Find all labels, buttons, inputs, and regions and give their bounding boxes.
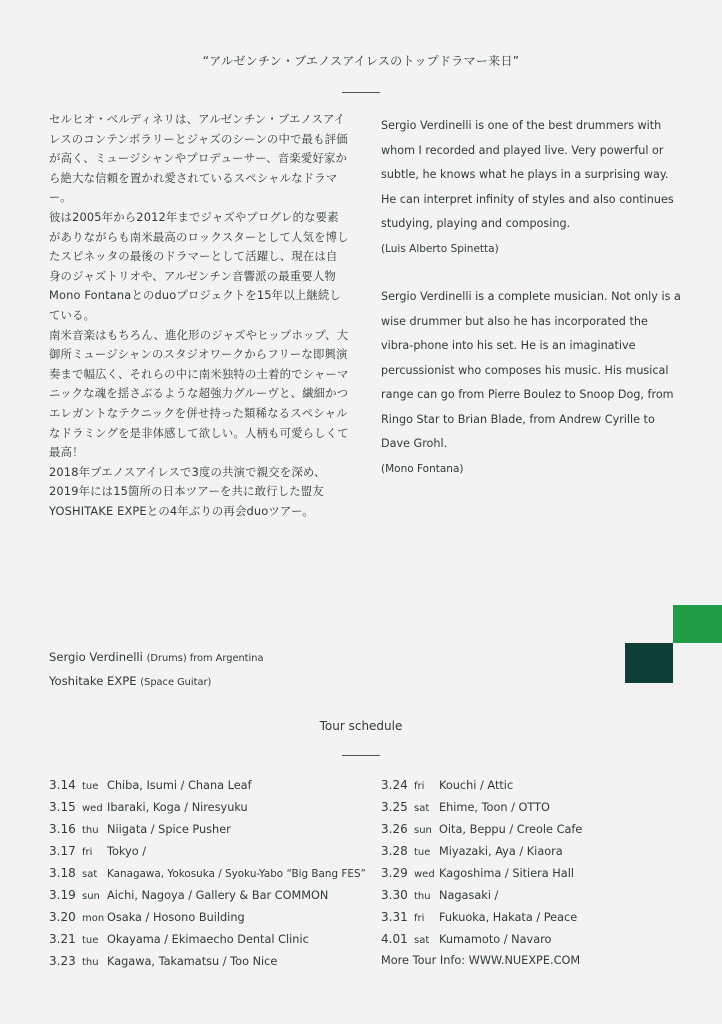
heading-divider	[342, 92, 380, 93]
schedule-right	[381, 774, 582, 972]
lineup	[49, 646, 263, 694]
weekday: tue	[82, 781, 99, 792]
schedule-row	[381, 840, 582, 862]
weekday: mon	[82, 913, 105, 924]
weekday: sat	[414, 935, 430, 946]
dark-square-decoration	[625, 643, 673, 683]
more-tour-info: More Tour Info: WWW.NUEXPE.COM	[381, 954, 581, 967]
date: 3.28	[381, 844, 408, 858]
date: 4.01	[381, 932, 408, 946]
schedule-row	[381, 928, 582, 950]
date: 3.24	[381, 778, 408, 792]
schedule-row	[381, 796, 582, 818]
venue: Niigata / Spice Pusher	[107, 823, 231, 836]
schedule-row	[381, 884, 582, 906]
weekday: thu	[82, 957, 99, 968]
quote-credit: (Mono Fontana)	[381, 462, 464, 475]
weekday: sat	[82, 869, 98, 880]
schedule-row	[49, 950, 366, 972]
lineup-item	[49, 646, 263, 670]
date: 3.31	[381, 910, 408, 924]
weekday: sun	[414, 825, 432, 836]
artist-note: (Drums) from Argentina	[146, 653, 264, 664]
date: 3.23	[49, 954, 76, 968]
date: 3.17	[49, 844, 76, 858]
schedule-row	[49, 884, 366, 906]
venue: Ehime, Toon / OTTO	[439, 801, 550, 814]
jp-paragraph: セルヒオ・ベルディネリは、アルゼンチン・ブエノスアイレスのコンテンポラリーとジャズのシーンの中で最も評価が高く、ミュージシャンやプロデューサー、音楽愛好家から絶大な信頼を置かれ愛されているスペシャルなドラマー。	[49, 112, 348, 205]
date: 3.20	[49, 910, 76, 924]
venue: Oita, Beppu / Creole Cafe	[439, 823, 583, 836]
schedule-row	[49, 796, 366, 818]
venue: Kouchi / Attic	[439, 779, 514, 792]
schedule-row	[49, 862, 366, 884]
quote-text: Sergio Verdinelli is one of the best drummers with whom I recorded and played live. Very powerful or subtle, he knows what he plays in a surprising way. He can interpret infinity of styles and also continues studying, playing and composing.	[381, 119, 674, 230]
date: 3.26	[381, 822, 408, 836]
weekday: tue	[414, 847, 431, 858]
schedule-row	[381, 818, 582, 840]
venue: Ibaraki, Koga / Niresyuku	[107, 801, 248, 814]
lineup-item	[49, 670, 263, 694]
schedule-row	[49, 840, 366, 862]
date: 3.29	[381, 866, 408, 880]
schedule-row	[381, 862, 582, 884]
venue: Tokyo /	[107, 845, 147, 858]
venue: Kagoshima / Sitiera Hall	[439, 867, 574, 880]
venue: Kanagawa, Yokosuka / Syoku-Yabo “Big Bang FES”	[107, 868, 366, 880]
date: 3.30	[381, 888, 408, 902]
schedule-row	[49, 774, 366, 796]
weekday: wed	[82, 803, 103, 814]
weekday: sat	[414, 803, 430, 814]
date: 3.16	[49, 822, 76, 836]
weekday: tue	[82, 935, 99, 946]
weekday: wed	[414, 869, 435, 880]
venue: Fukuoka, Hakata / Peace	[439, 911, 578, 924]
venue: Nagasaki /	[439, 889, 499, 902]
schedule-left	[49, 774, 366, 972]
artist-note: (Space Guitar)	[140, 677, 212, 688]
quote-credit: (Luis Alberto Spinetta)	[381, 242, 499, 255]
venue: Chiba, Isumi / Chana Leaf	[107, 779, 252, 792]
schedule-row	[381, 774, 582, 796]
venue: Osaka / Hosono Building	[107, 911, 245, 924]
date: 3.18	[49, 866, 76, 880]
weekday: fri	[82, 847, 93, 858]
japanese-description	[49, 110, 349, 521]
weekday: thu	[82, 825, 99, 836]
venue: Miyazaki, Aya / Kiaora	[439, 845, 563, 858]
schedule-row	[381, 906, 582, 928]
date: 3.19	[49, 888, 76, 902]
jp-paragraph: 2018年ブエノスアイレスで3度の共演で親交を深め、2019年には15箇所の日本ツアーを共に敢行した盟友YOSHITAKE EXPEとの4年ぶりの再会duoツアー。	[49, 464, 326, 518]
schedule-row	[49, 906, 366, 928]
jp-paragraph: 南米音楽はもちろん、進化形のジャズやヒップホップ、大御所ミュージシャンのスタジオワークからフリーな即興演奏まで幅広く、それらの中に南米独特の土着的でシャーマニックな魂を揺さぶるような超強力グルーヴと、繊細かつエレガントなテクニックを併せ持った類稀なるスペシャルなドラミングを是非体感して欲しい。人柄も可愛らしくて最高！	[49, 327, 349, 460]
schedule-row	[49, 818, 366, 840]
page-heading: “アルゼンチン・ブエノスアイレスのトップドラマー来日”	[202, 54, 520, 68]
green-square-decoration	[673, 605, 722, 643]
venue: Okayama / Ekimaecho Dental Clinic	[107, 933, 309, 946]
date: 3.14	[49, 778, 76, 792]
venue: Aichi, Nagoya / Gallery & Bar COMMON	[107, 889, 329, 902]
date: 3.25	[381, 800, 408, 814]
tour-schedule-title: Tour schedule	[319, 719, 403, 733]
weekday: fri	[414, 913, 425, 924]
tour-divider	[342, 755, 380, 756]
venue: Kagawa, Takamatsu / Too Nice	[107, 955, 278, 968]
date: 3.21	[49, 932, 76, 946]
artist-name: Yoshitake EXPE	[49, 674, 137, 688]
venue: Kumamoto / Navaro	[439, 933, 552, 946]
schedule-row	[49, 928, 366, 950]
english-quotes	[381, 114, 681, 481]
weekday: sun	[82, 891, 100, 902]
weekday: fri	[414, 781, 425, 792]
jp-paragraph: 彼は2005年から2012年までジャズやプログレ的な要素がありながらも南米最高のロックスターとして人気を博したスピネッタの最後のドラマーとして活躍し、現在は自身のジャズトリオや、アルゼンチン音響派の最重要人物Mono Fontanaとのduoプロジェクトを15年以上継続している。	[49, 209, 349, 322]
weekday: thu	[414, 891, 431, 902]
artist-name: Sergio Verdinelli	[49, 650, 143, 664]
quote-text: Sergio Verdinelli is a complete musician. Not only is a wise drummer but also he has incorporated the vibra-phone into his set. He is an imaginative percussionist who composes his music. His musical range can go from Pierre Boulez to Snoop Dog, from Ringo Star to Brian Blade, from Andrew Cyrille to Dave Grohl.	[381, 290, 681, 450]
date: 3.15	[49, 800, 76, 814]
